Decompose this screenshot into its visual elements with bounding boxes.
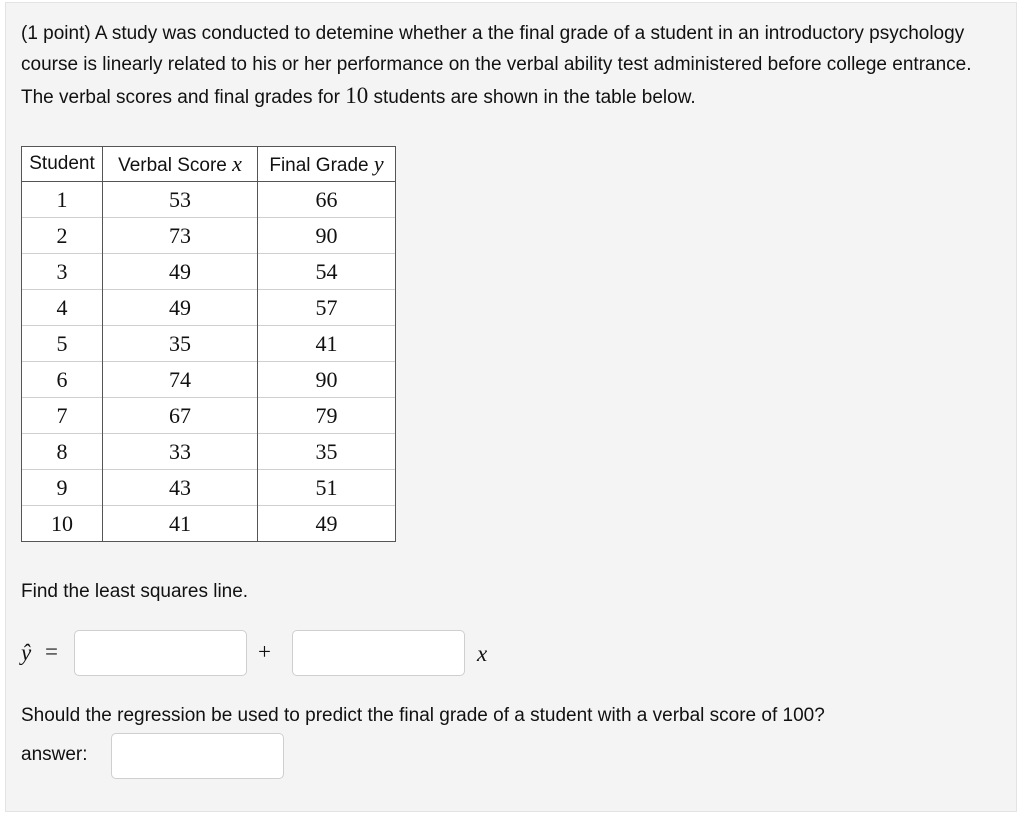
x-variable: x <box>477 641 488 666</box>
prediction-question: Should the regression be used to predict the final grade of a student with a verbal score of 100? <box>21 705 825 726</box>
header-student: Student <box>22 147 103 182</box>
problem-intro-text: (1 point) A study was conducted to detemine whether a the final grade of a student in an introductory psychology course is linearly related to his or her performance on the verbal ability test administered before college entrance. The verbal scores and final grades for <box>21 23 972 108</box>
data-table <box>21 146 396 542</box>
cell-verbal-score: 35 <box>103 326 258 362</box>
intercept-input[interactable] <box>74 630 247 676</box>
slope-input[interactable] <box>292 630 465 676</box>
table-row <box>22 182 396 218</box>
cell-verbal-score: 43 <box>103 470 258 506</box>
cell-student: 8 <box>22 434 103 470</box>
header-grade-var: y <box>373 151 384 176</box>
problem-statement <box>21 18 996 113</box>
cell-final-grade: 90 <box>258 362 396 398</box>
table-row <box>22 470 396 506</box>
problem-intro-text-end: students are shown in the table below. <box>368 87 696 108</box>
cell-final-grade: 54 <box>258 254 396 290</box>
table-row <box>22 398 396 434</box>
table-row <box>22 506 396 542</box>
header-grade-label: Final Grade <box>269 155 374 176</box>
cell-student: 4 <box>22 290 103 326</box>
cell-final-grade: 90 <box>258 218 396 254</box>
cell-verbal-score: 74 <box>103 362 258 398</box>
cell-student: 2 <box>22 218 103 254</box>
cell-final-grade: 41 <box>258 326 396 362</box>
table-row <box>22 254 396 290</box>
cell-final-grade: 35 <box>258 434 396 470</box>
equals-sign: = <box>45 639 58 664</box>
least-squares-prompt: Find the least squares line. <box>21 581 249 602</box>
cell-student: 1 <box>22 182 103 218</box>
cell-verbal-score: 41 <box>103 506 258 542</box>
cell-final-grade: 57 <box>258 290 396 326</box>
table-row <box>22 434 396 470</box>
header-verbal-var: x <box>232 151 242 176</box>
cell-verbal-score: 49 <box>103 290 258 326</box>
cell-verbal-score: 73 <box>103 218 258 254</box>
student-count: 10 <box>345 83 369 108</box>
problem-panel <box>5 2 1017 812</box>
table-row <box>22 362 396 398</box>
cell-verbal-score: 33 <box>103 434 258 470</box>
header-verbal-score <box>103 147 258 182</box>
cell-student: 7 <box>22 398 103 434</box>
cell-verbal-score: 53 <box>103 182 258 218</box>
cell-student: 6 <box>22 362 103 398</box>
table-header-row <box>22 147 396 182</box>
cell-final-grade: 66 <box>258 182 396 218</box>
plus-sign: + <box>258 639 271 664</box>
table-row <box>22 218 396 254</box>
cell-verbal-score: 67 <box>103 398 258 434</box>
answer-input[interactable] <box>111 733 284 779</box>
header-final-grade <box>258 147 396 182</box>
cell-final-grade: 51 <box>258 470 396 506</box>
table-row <box>22 326 396 362</box>
cell-final-grade: 49 <box>258 506 396 542</box>
least-squares-equation <box>21 630 621 676</box>
header-verbal-label: Verbal Score <box>118 155 233 176</box>
cell-student: 10 <box>22 506 103 542</box>
table-row <box>22 290 396 326</box>
cell-verbal-score: 49 <box>103 254 258 290</box>
cell-student: 9 <box>22 470 103 506</box>
answer-label: answer: <box>21 744 88 765</box>
cell-final-grade: 79 <box>258 398 396 434</box>
cell-student: 5 <box>22 326 103 362</box>
cell-student: 3 <box>22 254 103 290</box>
y-hat-symbol: ŷ <box>21 640 32 665</box>
